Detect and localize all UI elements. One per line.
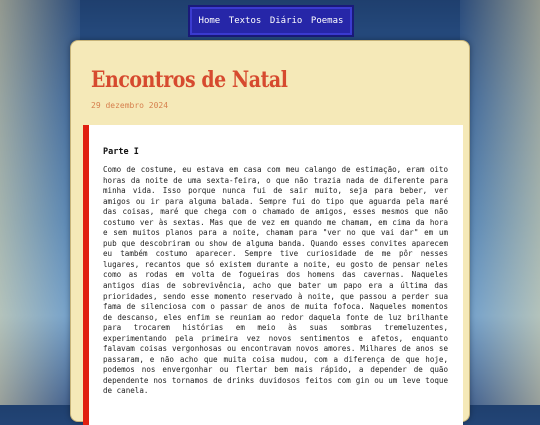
- nav-item-poemas[interactable]: Poemas: [310, 16, 344, 26]
- nav-item-home[interactable]: Home: [198, 16, 221, 26]
- post-title: Encontros de Natal: [91, 67, 288, 93]
- nav-item-textos[interactable]: Textos: [228, 16, 262, 26]
- post-card: [70, 40, 470, 422]
- post-date: 29 dezembro 2024: [91, 101, 169, 110]
- background-decoration-right: [460, 0, 540, 405]
- post-body: Como de costume, eu estava em casa com meu calango de estimação, eram oito horas da noite de uma sexta-feira, o que não trazia nada de diferente para minha vida. Isso porque nunca fui de sair muito, seja para beber, ver amigos ou ir para alguma balada. Sempre fui do tipo que aguarda pela maré das coisas, maré que chega com o chamado de amigos, esses mesmos que não costumo ver às sextas. Mas que de vez em quando me chamam, em cima da hora e sem muitos planos para a noite, chamam para "ver no que vai dar" em um pub que descobriram ou show de alguma banda. Quando esses convites aparecem eu também costumo aparecer. Sempre tive curiosidade de me pôr nesses lugares, recantos que só existem durante a noite, eu gosto de pensar neles como as rodas em volta de fogueiras dos homens das cavernas. Naqueles antigos dias de sobrevivência, acho que bater um papo era a última das prioridades, sendo esse momento reservado à noite, que passou a perder sua fama de silenciosa com o passar de anos de muita fofoca. Naqueles momentos de descanso, eles enfim se reuniam ao redor daquela fonte de luz brilhante para trocarem histórias em meio às suas sombras tremeluzentes, experimentando pela primeira vez novos sentimentos e afetos, enquanto falavam coisas vergonhosas ou encontravam novos amores. Milhares de anos se passaram, e não acho que muita coisa mudou, com a diferença de que hoje, podemos nos envergonhar ou flertar bem mais rápido, a depender de quão dependente nos tornamos de drinks duvidosos feitos com gin ou um leve toque de canela.: [103, 165, 448, 396]
- background-decoration-left: [0, 0, 80, 405]
- part-heading: Parte I: [103, 147, 139, 157]
- post-article: [83, 125, 463, 425]
- nav-item-diario[interactable]: Diário: [269, 16, 303, 26]
- top-nav: [188, 5, 354, 37]
